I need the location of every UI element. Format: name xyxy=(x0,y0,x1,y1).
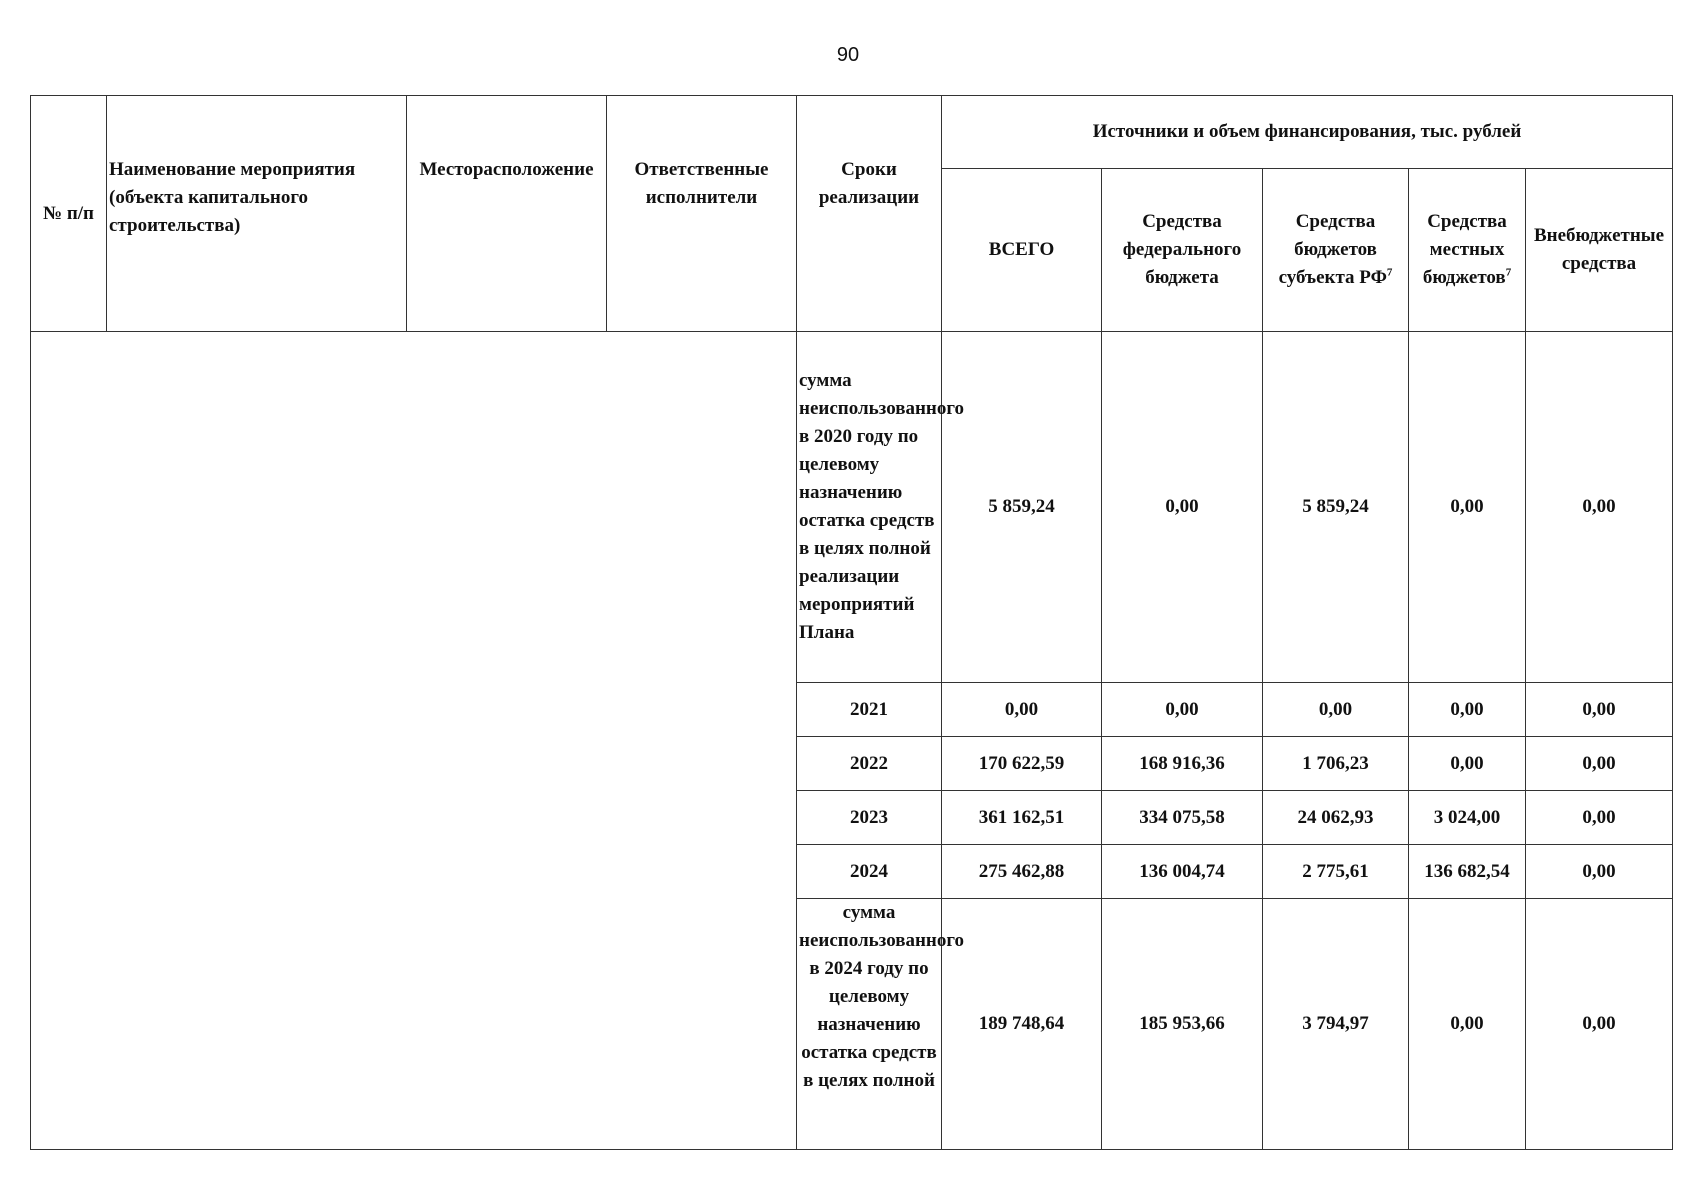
extra-cell: 0,00 xyxy=(1526,737,1673,791)
total-cell: 189 748,64 xyxy=(942,899,1102,1150)
federal-cell: 0,00 xyxy=(1102,332,1263,683)
period-cell: сумма неиспользованного в 2020 году по целевому назначению остатка средств в целях полной реализации мероприятий Плана xyxy=(797,332,942,683)
header-local-footnote: 7 xyxy=(1505,266,1512,279)
federal-cell: 334 075,58 xyxy=(1102,791,1263,845)
page-number: 90 xyxy=(836,44,860,66)
local-cell: 3 024,00 xyxy=(1409,791,1526,845)
local-cell: 0,00 xyxy=(1409,332,1526,683)
header-terms: Сроки реализации xyxy=(797,96,942,332)
federal-cell: 0,00 xyxy=(1102,683,1263,737)
subject-cell: 0,00 xyxy=(1263,683,1409,737)
extra-cell: 0,00 xyxy=(1526,791,1673,845)
period-cell: 2023 xyxy=(797,791,942,845)
subject-cell: 1 706,23 xyxy=(1263,737,1409,791)
extra-cell: 0,00 xyxy=(1526,845,1673,899)
period-clip xyxy=(799,899,965,1149)
subject-cell: 24 062,93 xyxy=(1263,791,1409,845)
total-cell: 0,00 xyxy=(942,683,1102,737)
table-header-row-1 xyxy=(31,96,1673,169)
total-cell: 5 859,24 xyxy=(942,332,1102,683)
header-federal: Средства федерального бюджета xyxy=(1102,169,1263,332)
subject-cell: 2 775,61 xyxy=(1263,845,1409,899)
total-cell: 361 162,51 xyxy=(942,791,1102,845)
header-total: ВСЕГО xyxy=(942,169,1102,332)
extra-cell: 0,00 xyxy=(1526,332,1673,683)
header-local-label: Средства местных бюджетов xyxy=(1422,211,1507,288)
federal-cell: 185 953,66 xyxy=(1102,899,1263,1150)
table-row xyxy=(31,332,1673,683)
period-cell: 2021 xyxy=(797,683,942,737)
extra-cell: 0,00 xyxy=(1526,899,1673,1150)
header-subject xyxy=(1263,169,1409,332)
period-cell: 2024 xyxy=(797,845,942,899)
local-cell: 0,00 xyxy=(1409,683,1526,737)
funding-table xyxy=(30,95,1673,1150)
header-extra: Внебюджетные средства xyxy=(1526,169,1673,332)
header-funding-group: Источники и объем финансирования, тыс. рублей xyxy=(942,96,1673,169)
period-cell: 2022 xyxy=(797,737,942,791)
header-local xyxy=(1409,169,1526,332)
extra-cell: 0,00 xyxy=(1526,683,1673,737)
period-cell xyxy=(797,899,965,1150)
subject-cell: 3 794,97 xyxy=(1263,899,1409,1150)
header-responsible: Ответственные исполнители xyxy=(607,96,797,332)
local-cell: 0,00 xyxy=(1409,899,1526,1150)
header-subject-label: Средства бюджетов субъекта РФ xyxy=(1278,211,1387,288)
header-name: Наименование мероприятия (объекта капитального строительства) xyxy=(107,96,407,332)
federal-cell: 136 004,74 xyxy=(1102,845,1263,899)
total-cell: 275 462,88 xyxy=(942,845,1102,899)
subject-cell: 5 859,24 xyxy=(1263,332,1409,683)
local-cell: 136 682,54 xyxy=(1409,845,1526,899)
funding-table-container xyxy=(30,95,1672,1155)
header-num: № п/п xyxy=(31,96,107,332)
local-cell: 0,00 xyxy=(1409,737,1526,791)
header-subject-footnote: 7 xyxy=(1386,266,1393,279)
empty-merged-cell xyxy=(31,332,797,1150)
total-cell: 170 622,59 xyxy=(942,737,1102,791)
federal-cell: 168 916,36 xyxy=(1102,737,1263,791)
period-text: сумма неиспользованного в 2024 году по целевому назначению остатка средств в целях полной xyxy=(799,902,965,1091)
header-location: Месторасположение xyxy=(407,96,607,332)
